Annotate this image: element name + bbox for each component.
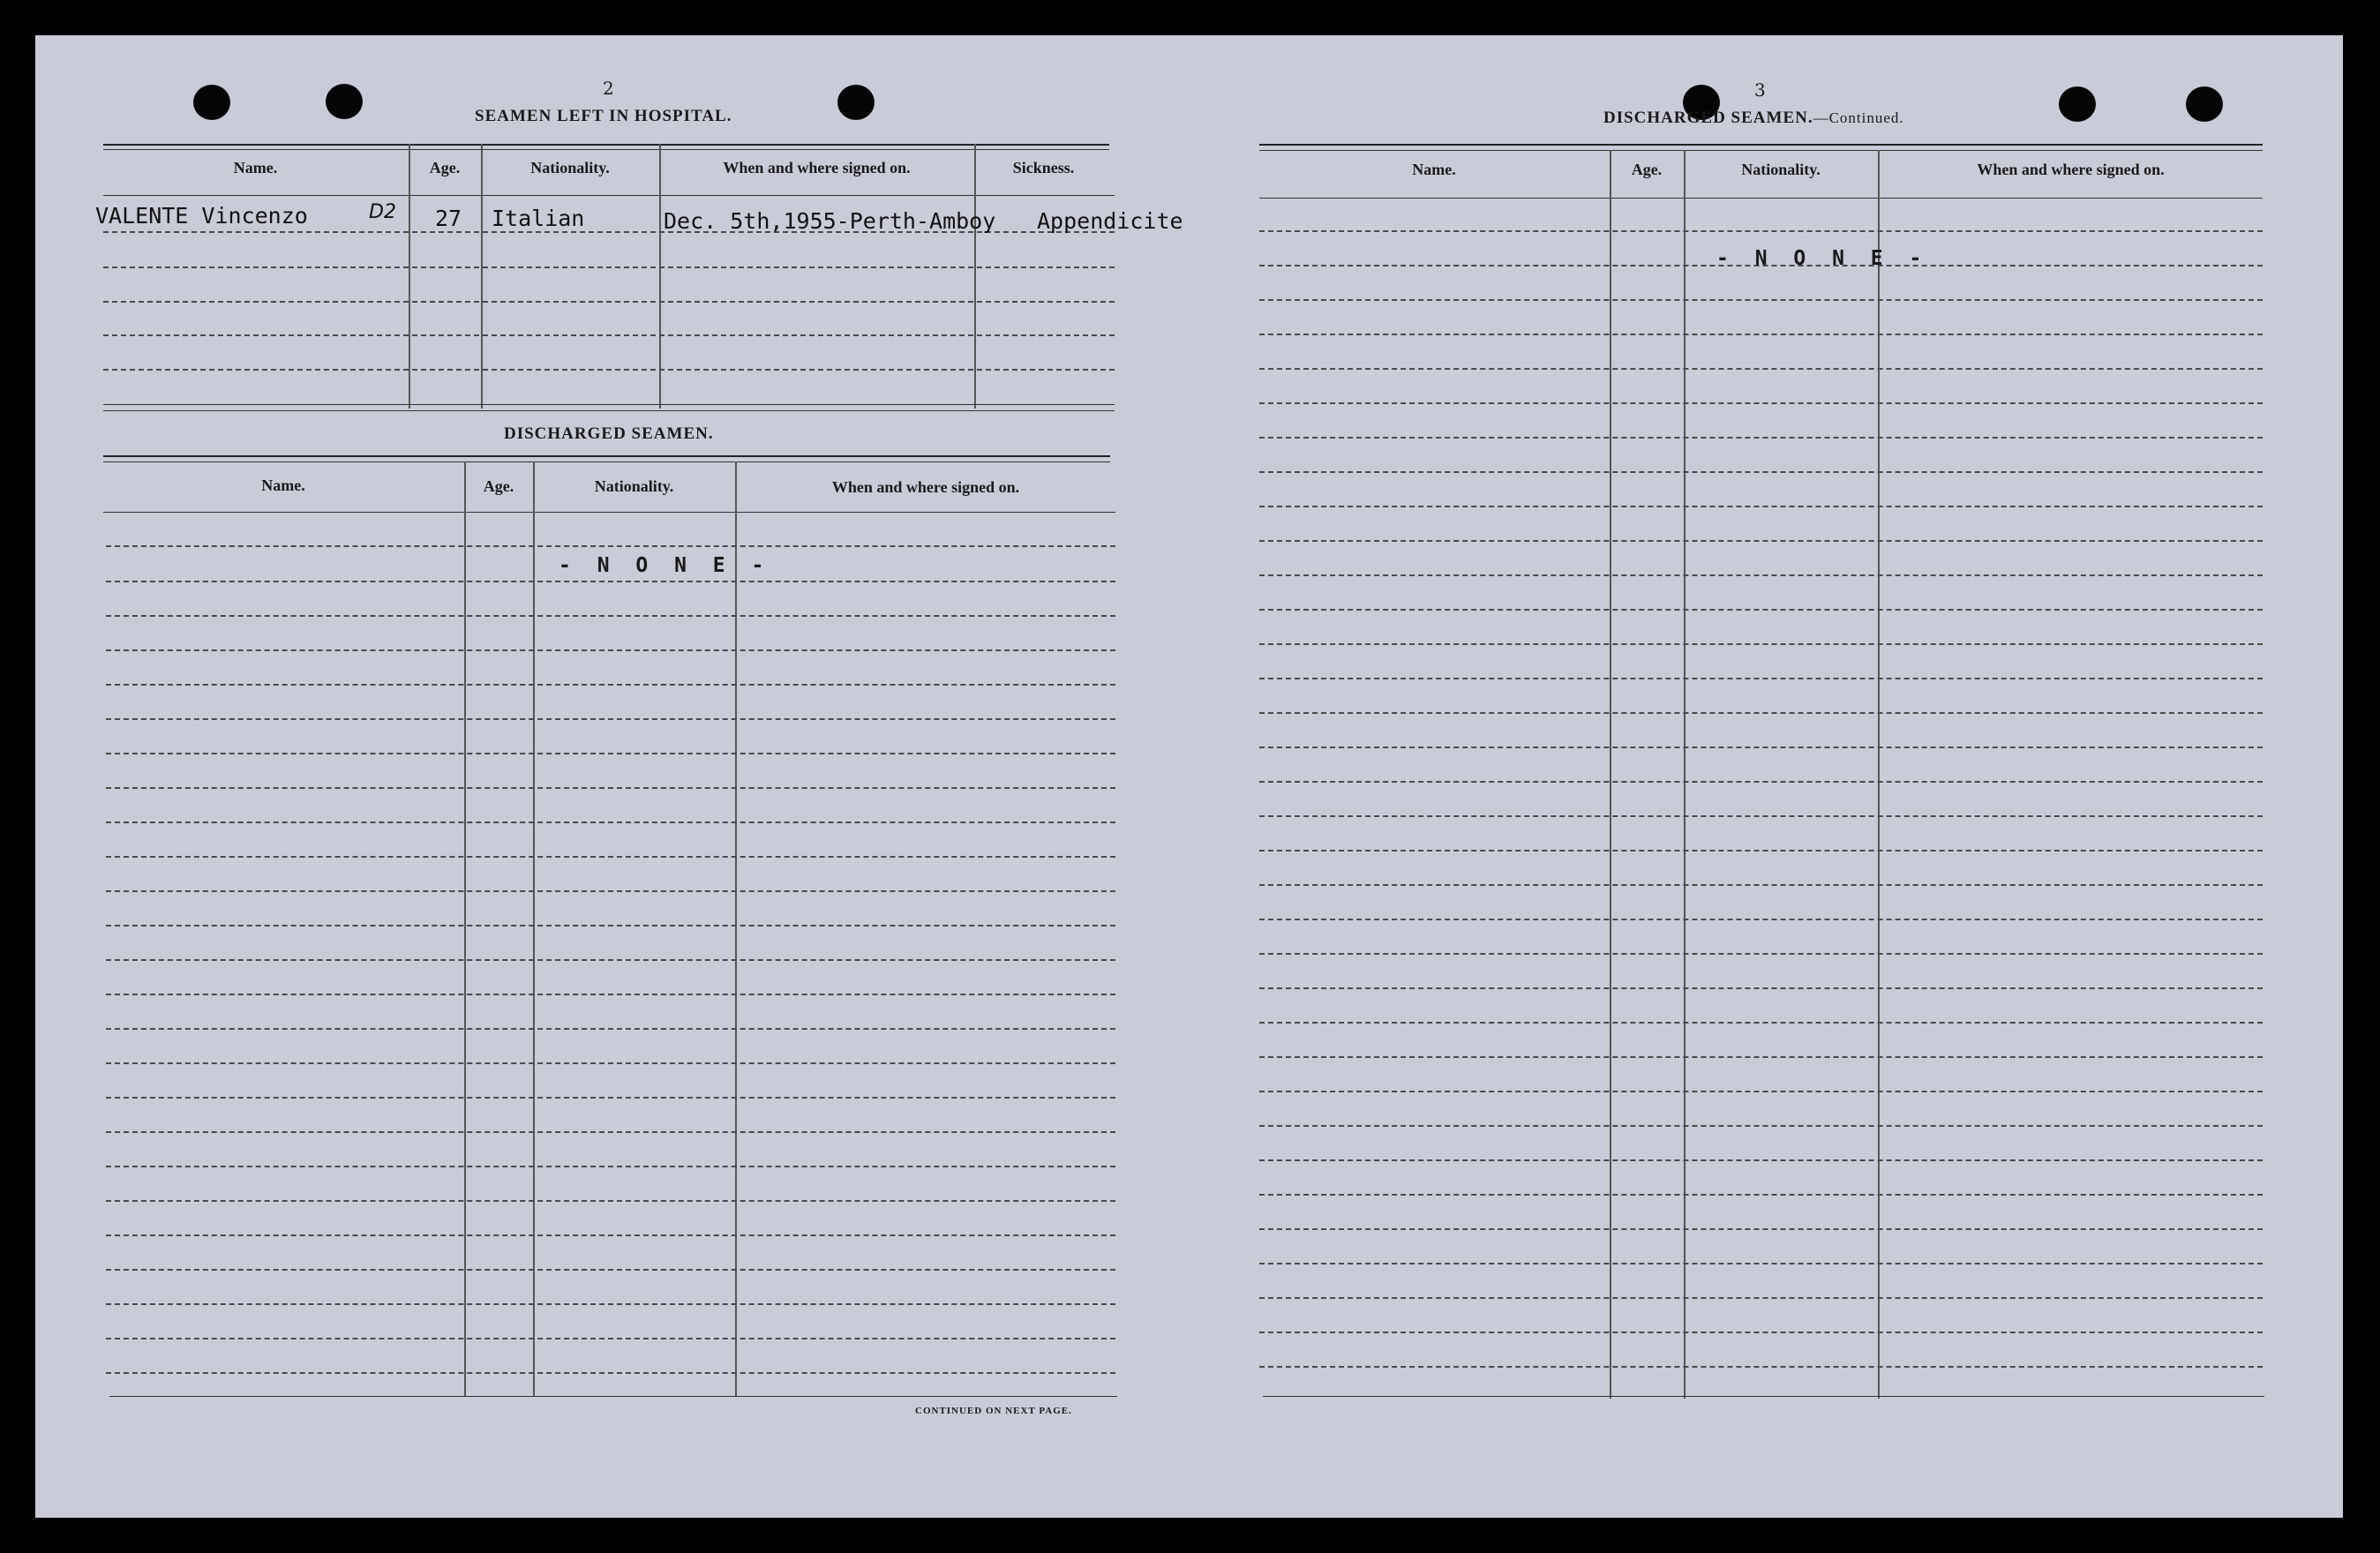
rule (109, 1396, 1117, 1397)
row-rule (1259, 574, 2263, 576)
continued-footer: CONTINUED ON NEXT PAGE. (915, 1406, 1072, 1416)
rule (1259, 144, 2263, 146)
row-rule (1259, 919, 2263, 920)
none-entry: - N O N E - (1716, 247, 1929, 270)
row-rule (106, 1303, 1115, 1305)
row-rule (1259, 1332, 2263, 1333)
col-header-age: Age. (429, 159, 461, 176)
row-rule (106, 753, 1115, 754)
rule (103, 144, 1109, 146)
row-rule (1259, 781, 2263, 783)
row-rule (1259, 1091, 2263, 1092)
page-number-right: 3 (1754, 79, 1766, 101)
row-rule (1259, 609, 2263, 611)
punch-hole (837, 85, 875, 120)
row-rule (106, 615, 1115, 617)
rule (1259, 198, 2263, 199)
row-rule (103, 334, 1115, 336)
seaman-nationality: Italian (492, 206, 585, 231)
none-entry: - N O N E - (559, 554, 771, 577)
col-header-age: Age. (1631, 161, 1663, 178)
row-rule (106, 1372, 1115, 1374)
punch-hole (193, 85, 230, 120)
row-rule (106, 684, 1115, 686)
row-rule (1259, 815, 2263, 817)
ledger-paper (35, 35, 2343, 1518)
column-divider (464, 461, 466, 1397)
col-header-name: Name. (233, 159, 278, 176)
row-rule (1259, 230, 2263, 232)
col-header-sickness: Sickness. (1012, 159, 1075, 176)
row-rule (106, 822, 1115, 823)
col-header-signed-on: When and where signed on. (831, 478, 1020, 496)
col-header-nationality: Nationality. (594, 477, 674, 495)
seaman-age: 27 (435, 206, 462, 231)
row-rule (103, 369, 1115, 371)
row-rule (1259, 402, 2263, 404)
row-rule (106, 1234, 1115, 1236)
row-rule (106, 649, 1115, 651)
seaman-sickness: Appendicite (1037, 208, 1183, 234)
row-rule (1259, 506, 2263, 507)
row-rule (106, 1269, 1115, 1271)
rule (103, 512, 1115, 513)
right-title-suffix: —Continued. (1813, 109, 1904, 126)
row-rule (1259, 850, 2263, 852)
row-rule (106, 959, 1115, 961)
row-rule (1259, 643, 2263, 645)
punch-hole (326, 84, 363, 119)
row-rule (1259, 1125, 2263, 1127)
punch-hole (2059, 86, 2096, 122)
row-rule (1259, 746, 2263, 748)
row-rule (106, 1062, 1115, 1064)
row-rule (1259, 1194, 2263, 1196)
row-rule (1259, 1022, 2263, 1024)
row-rule (1259, 265, 2263, 266)
col-header-name: Name. (261, 476, 305, 494)
right-section-title (1603, 109, 1904, 128)
row-rule (103, 266, 1115, 268)
row-rule (106, 1166, 1115, 1167)
row-rule (1259, 987, 2263, 989)
page-number-left: 2 (603, 78, 614, 99)
row-rule (106, 1097, 1115, 1099)
row-rule (106, 718, 1115, 720)
column-divider (533, 461, 535, 1397)
rule (103, 404, 1115, 405)
column-divider (1610, 150, 1611, 1399)
discharged-section-title: DISCHARGED SEAMEN. (504, 424, 714, 443)
row-rule (103, 301, 1115, 303)
col-header-name: Name. (1412, 161, 1456, 178)
row-rule (1259, 712, 2263, 714)
column-divider (735, 461, 737, 1397)
row-rule (1259, 540, 2263, 542)
col-header-signed-on: When and where signed on. (723, 159, 911, 176)
seaman-name: VALENTE Vincenzo (95, 203, 308, 229)
hospital-section-title: SEAMEN LEFT IN HOSPITAL. (475, 107, 732, 125)
rule (103, 455, 1110, 457)
row-rule (1259, 1056, 2263, 1058)
column-divider (1878, 150, 1880, 1399)
row-rule (1259, 678, 2263, 679)
handwritten-mark: D2 (369, 201, 396, 223)
row-rule (1259, 953, 2263, 955)
row-rule (1259, 1366, 2263, 1368)
row-rule (106, 581, 1115, 582)
row-rule (106, 1200, 1115, 1202)
punch-hole (2186, 86, 2223, 122)
row-rule (1259, 299, 2263, 301)
col-header-nationality: Nationality. (1741, 161, 1821, 178)
col-header-age: Age. (483, 477, 514, 495)
right-title-main: DISCHARGED SEAMEN. (1603, 109, 1813, 127)
row-rule (106, 925, 1115, 927)
rule (103, 149, 1109, 150)
row-rule (1259, 368, 2263, 370)
row-rule (1259, 437, 2263, 439)
row-rule (1259, 334, 2263, 335)
row-rule (1259, 1228, 2263, 1230)
rule (103, 461, 1110, 462)
row-rule (106, 545, 1115, 547)
row-rule (106, 1028, 1115, 1030)
row-rule (106, 856, 1115, 858)
row-rule (106, 787, 1115, 789)
seaman-signed-on: Dec. 5th,1955-Perth-Amboy (664, 208, 996, 234)
row-rule (106, 890, 1115, 892)
rule (1263, 1396, 2264, 1397)
row-rule (1259, 1297, 2263, 1299)
row-rule (1259, 1263, 2263, 1264)
row-rule (1259, 884, 2263, 886)
col-header-signed-on: When and where signed on. (1977, 161, 2165, 178)
row-rule (106, 1338, 1115, 1339)
rule (1259, 150, 2263, 151)
row-rule (106, 994, 1115, 995)
rule (103, 410, 1115, 411)
rule (103, 195, 1115, 196)
row-rule (1259, 1159, 2263, 1161)
col-header-nationality: Nationality. (530, 159, 610, 176)
row-rule (1259, 471, 2263, 473)
row-rule (106, 1131, 1115, 1133)
column-divider (1684, 150, 1686, 1399)
